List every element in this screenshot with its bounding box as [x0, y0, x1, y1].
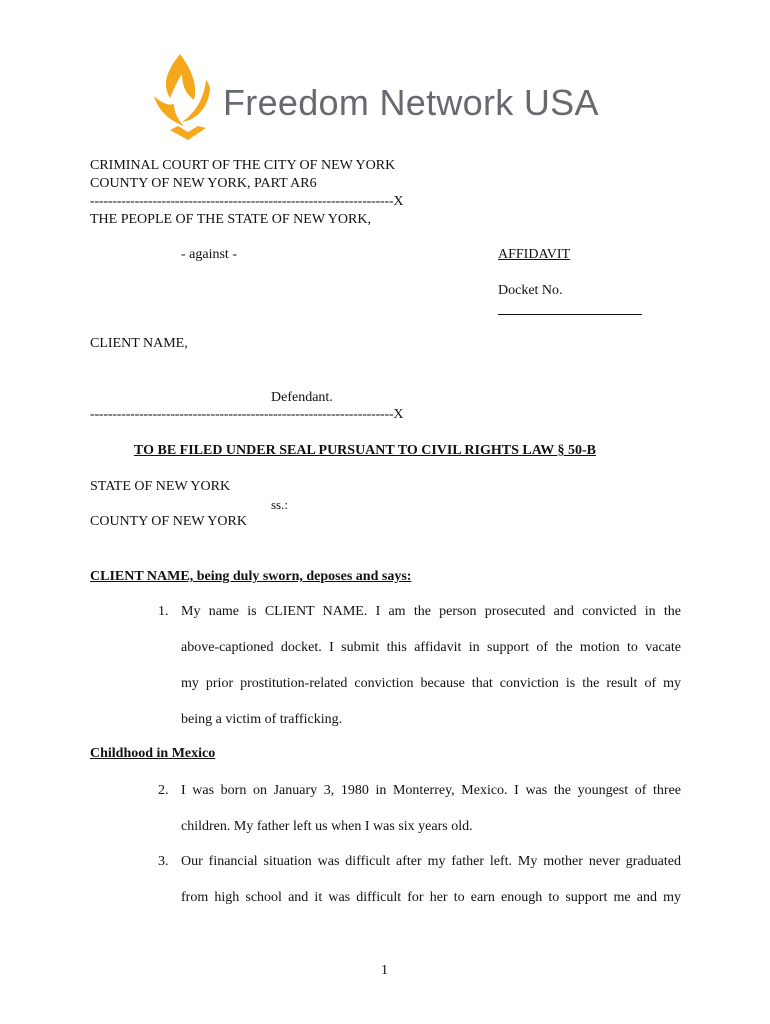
- people-line: THE PEOPLE OF THE STATE OF NEW YORK,: [90, 212, 371, 227]
- paragraph-line: above-captioned docket. I submit this affidavit in support of the motion to vacate: [181, 640, 681, 655]
- paragraph-line: children. My father left us when I was six years old.: [181, 819, 473, 834]
- venue-county: COUNTY OF NEW YORK: [90, 514, 247, 529]
- caption-divider-top: --------------------------------------------------------------------X: [90, 194, 404, 209]
- paragraph-line: Our financial situation was difficult after my father left. My mother never graduated: [181, 854, 681, 869]
- paragraph-line: from high school and it was difficult for her to earn enough to support me and my: [181, 890, 681, 905]
- freedom-network-logo: [148, 50, 618, 142]
- seal-notice: TO BE FILED UNDER SEAL PURSUANT TO CIVIL RIGHTS LAW § 50-B: [134, 443, 596, 458]
- paragraph-3: [181, 853, 681, 925]
- client-name-line: CLIENT NAME,: [90, 336, 188, 351]
- paragraph-2: [181, 782, 681, 854]
- logo-brand-name: Freedom Network USA: [223, 82, 599, 123]
- paragraph-line: being a victim of trafficking.: [181, 712, 343, 727]
- page-number: 1: [381, 963, 388, 978]
- docket-label: Docket No.: [498, 283, 563, 298]
- paragraph-line: My name is CLIENT NAME. I am the person prosecuted and convicted in the: [181, 604, 681, 619]
- flame-icon: [148, 50, 228, 142]
- affidavit-title: AFFIDAVIT: [498, 247, 571, 262]
- paragraph-number: 2.: [158, 783, 169, 798]
- against-label: - against -: [181, 247, 237, 262]
- paragraph-line: my prior prostitution-related conviction because that conviction is the result of my: [181, 676, 681, 691]
- paragraph-line: I was born on January 3, 1980 in Monterrey, Mexico. I was the youngest of three: [181, 783, 681, 798]
- court-name-line: CRIMINAL COURT OF THE CITY OF NEW YORK: [90, 158, 396, 173]
- caption-divider-bottom: --------------------------------------------------------------------X: [90, 407, 404, 422]
- docket-number-blank: [498, 314, 642, 315]
- sworn-heading: CLIENT NAME, being duly sworn, deposes and says:: [90, 569, 412, 584]
- paragraph-number: 1.: [158, 604, 169, 619]
- section-heading: Childhood in Mexico: [90, 746, 216, 761]
- venue-state: STATE OF NEW YORK: [90, 479, 231, 494]
- venue-ss: ss.:: [271, 497, 288, 512]
- court-part-line: COUNTY OF NEW YORK, PART AR6: [90, 176, 317, 191]
- paragraph-1: [181, 603, 681, 747]
- paragraph-number: 3.: [158, 854, 169, 869]
- defendant-label: Defendant.: [271, 390, 333, 405]
